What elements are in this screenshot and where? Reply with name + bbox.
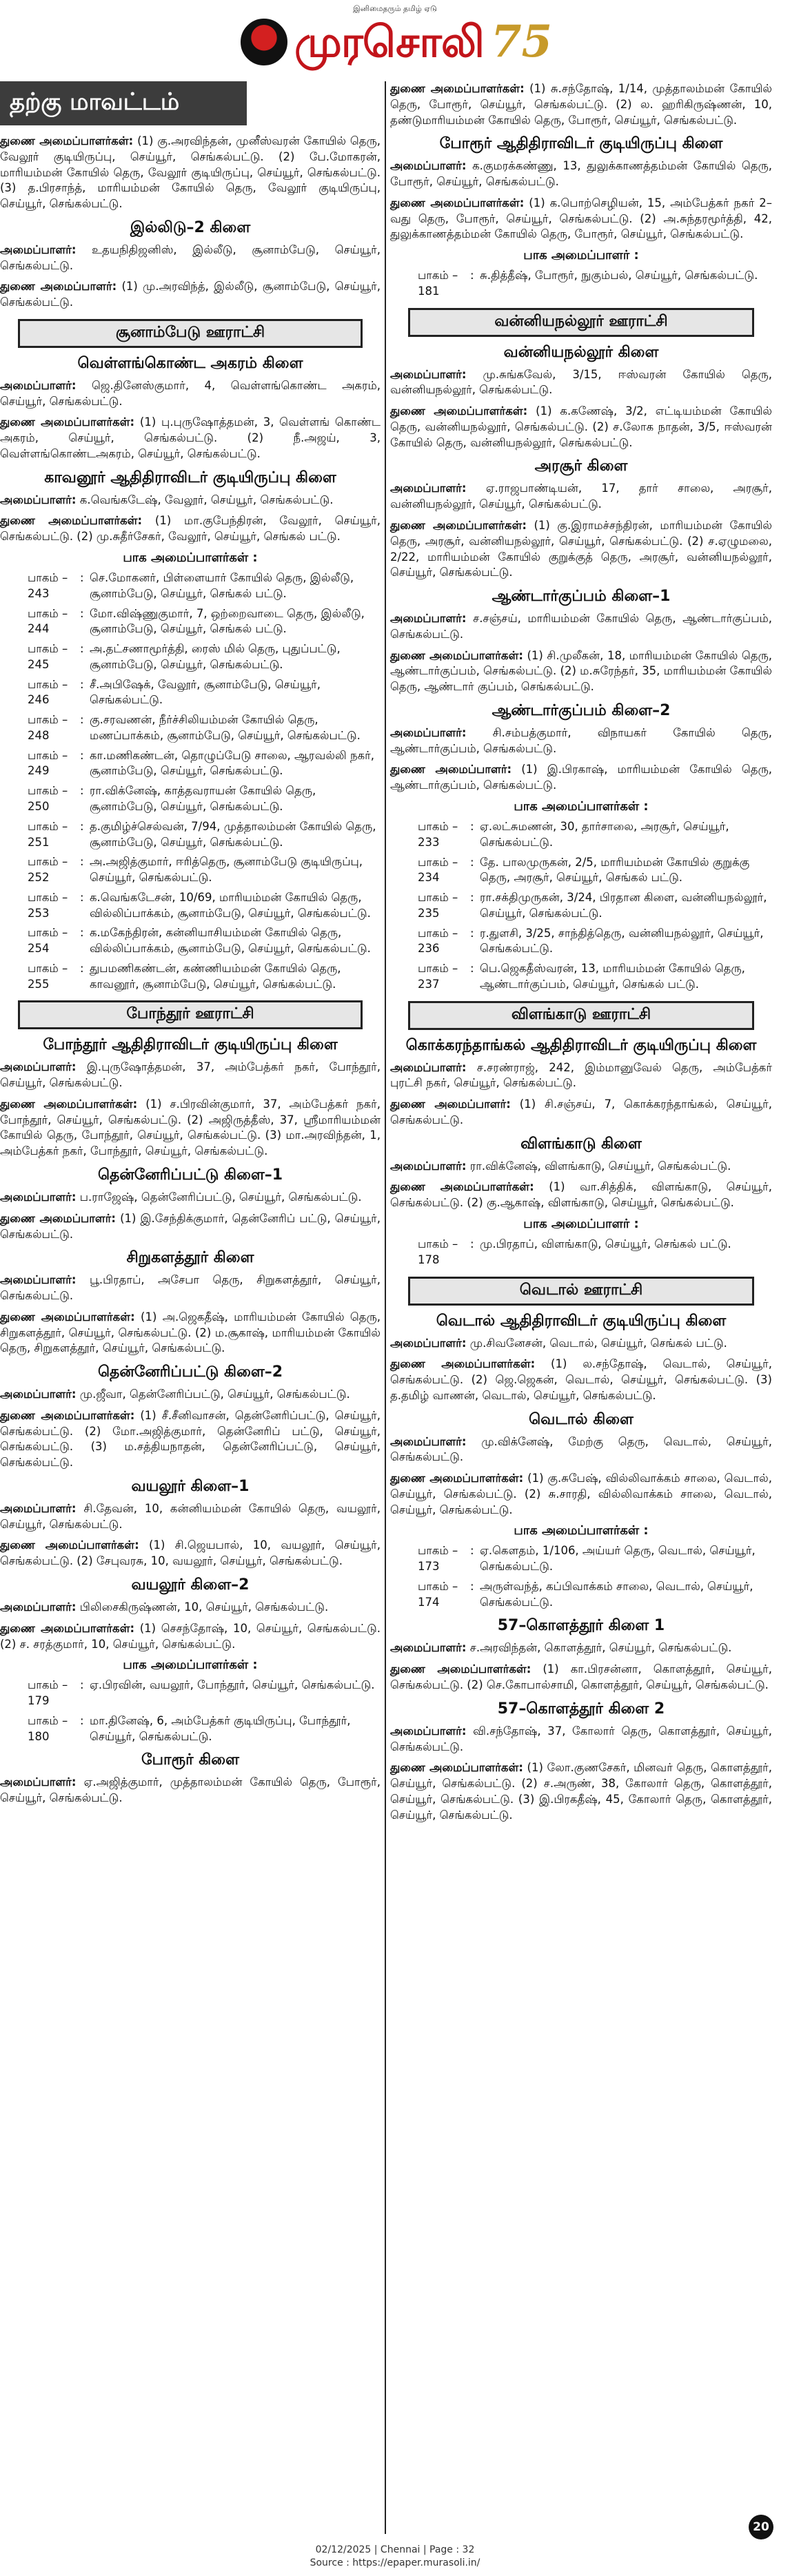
organiser-details: (1) கு.அரவிந்தன், முனீஸ்வரன் கோயில் தெரு, வேலூர் குடியிருப்பு, செய்யூர், செங்கல்பட்டு. (2) பே.மோகரன், மாரியம்மன் கோயில் தெரு, வேலூர் குடியிருப்பு, செய்யூர், செங்கல்பட்டு. (3) த.பிரசாந்த், மாரியம்மன் கோயில் தெரு, வேலூர் குடியிருப்பு, செய்யூர், செங்கல்பட்டு. (0, 134, 381, 211)
organiser-details: (1) சி.முலீகன், 18, மாரியம்மன் கோயில் தெரு, ஆண்டார்குப்பம், செங்கல்பட்டு. (2) ம.சுரேந்தர், 35, மாரியம்மன் கோயில் தெரு, ஆண்டார் குப்பம், செங்கல்பட்டு. (390, 648, 773, 694)
ward-organiser-details: க.வெங்கடேசன், 10/69, மாரியம்மன் கோயில் தெரு, வில்லிப்பாக்கம், சூனாம்பேடு, செய்யூர், செங்கல்பட்டு. (90, 890, 371, 920)
organiser-details: (1) கு.சுபேஷ், வில்லிவாக்கம் சாலை, வெடால், செய்யூர், செங்கல்பட்டு. (2) சு.சாரதி, வில்லிவாக்கம் சாலை, வெடால், செய்யூர், செங்கல்பட்டு. (390, 1472, 773, 1516)
organiser-details: (1) ல.சந்தோஷ், வெடால், செய்யூர், செங்கல்பட்டு. (2) ஜெ.ஜெகன், வெடால், செய்யூர், செங்கல்பட்டு. (3) த.தமிழ் வாணன், வெடால், செய்யூர், செங்கல்பட்டு. (390, 1357, 772, 1402)
ward-entry (0, 890, 381, 922)
organiser-details: (1) இ.சேந்திக்குமார், தென்னேரிப் பட்டு, செய்யூர், செங்கல்பட்டு. (0, 1211, 381, 1241)
ward-number: பாகம் – 181 (418, 269, 458, 298)
branch-heading: வயலூர் கிளை–2 (131, 1576, 250, 1594)
ward-number: பாகம் – 246 (28, 677, 68, 707)
panchayat-heading: வெடால் ஊராட்சி (408, 1277, 754, 1306)
masthead (0, 0, 790, 76)
ward-number: பாகம் – 253 (28, 890, 68, 920)
role-label: அமைப்பாளர்: (0, 1273, 77, 1287)
organiser-details: (1) மா.குபேந்திரன், வேலூர், செய்யூர், செங்கல்பட்டு. (2) மு.சுதீர்சேகர், வேலூர், செய்யூர், செங்கல் பட்டு. (0, 514, 381, 544)
ward-organiser-details: தே. பாலமுருகன், 2/5, மாரியம்மன் கோயில் குறுக்கு தெரு, அரசூர், செய்யூர், செங்கல் பட்டு. (480, 855, 750, 885)
role-label: துணை அமைப்பாளர்கள்: (390, 404, 528, 418)
role-label: துணை அமைப்பாளர்: (0, 280, 117, 293)
role-label: துணை அமைப்பாளர்கள்: (390, 1180, 534, 1194)
organiser-entry (0, 1600, 381, 1616)
role-label: அமைப்பாளர்: (390, 725, 467, 739)
role-label: துணை அமைப்பாளர்கள்: (0, 1538, 139, 1552)
ward-number: பாகம் – 244 (28, 606, 68, 636)
ward-entry (0, 606, 381, 638)
ward-organisers-heading: பாக அமைப்பாளர்கள் : (123, 550, 258, 566)
page-number-badge: 20 (749, 2515, 773, 2539)
role-label: அமைப்பாளர்: (390, 1336, 467, 1350)
branch-heading: வெள்ளங்கொண்ட அகரம் கிளை (77, 354, 303, 372)
branch-heading: போந்தூர் ஆதிதிராவிடர் குடியிருப்பு கிளை (43, 1036, 338, 1054)
ward-entry (0, 1713, 381, 1745)
ward-separator: : (470, 962, 474, 976)
ward-separator: : (80, 926, 84, 940)
ward-entry (390, 890, 772, 922)
branch-heading: 57–கொளத்தூர் கிளை 2 (497, 1700, 665, 1718)
role-label: துணை அமைப்பாளர்கள்: (390, 648, 523, 662)
ward-separator: : (470, 1579, 474, 1593)
ward-number: பாகம் – 254 (28, 926, 68, 956)
ward-number: பாகம் – 255 (28, 961, 68, 991)
role-label: துணை அமைப்பாளர்கள்: (0, 514, 143, 528)
organiser-entry (0, 1408, 381, 1471)
ward-number: பாகம் – 248 (28, 713, 68, 742)
branch-heading: வெடால் ஆதிதிராவிடர் குடியிருப்பு கிளை (436, 1312, 727, 1330)
ward-number: பாகம் – 249 (28, 748, 68, 778)
left-article-flow (0, 134, 381, 1806)
ward-separator: : (470, 819, 474, 833)
role-label: அமைப்பாளர்: (390, 367, 467, 381)
role-label: அமைப்பாளர்: (390, 1159, 467, 1173)
ward-separator: : (470, 269, 474, 282)
ward-organiser-details: அருள்வந்த், கப்பிவாக்கம் சாலை, வெடால், செய்யூர், செங்கல்பட்டு. (480, 1579, 753, 1609)
organiser-entry (390, 1159, 772, 1175)
ward-separator: : (80, 1713, 84, 1727)
column-divider (385, 81, 386, 2534)
district-banner: தற்கு மாவட்டம் (0, 81, 247, 125)
panchayat-heading: போந்தூர் ஊராட்சி (18, 1000, 363, 1029)
footer-source[interactable]: Source : https://epaper.murasoli.in/ (310, 2557, 480, 2568)
ward-number: பாகம் – 179 (28, 1678, 68, 1708)
organiser-details: (1) சீ.சீனிவாசன், தென்னேரிப்பட்டு, செய்யூர், செங்கல்பட்டு. (2) மோ.அஜித்குமார், தென்னேரிப் பட்டு, செய்யூர், செங்கல்பட்டு. (3) ம.சத்தியநாதன், தென்னேரிப்பட்டு, செய்யூர், செங்கல்பட்டு. (0, 1408, 381, 1470)
organiser-entry (390, 1724, 772, 1755)
role-label: அமைப்பாளர்: (0, 243, 77, 256)
ward-number: பாகம் – 234 (418, 855, 458, 885)
page-footer (0, 2544, 790, 2570)
ward-entry (0, 712, 381, 744)
ward-separator: : (80, 677, 84, 691)
branch-heading: வெடால் கிளை (529, 1410, 634, 1428)
ward-separator: : (470, 926, 474, 940)
ward-entry (0, 748, 381, 780)
panchayat-heading: விளங்காடு ஊராட்சி (408, 1001, 754, 1030)
ward-entry (390, 1579, 772, 1611)
right-article-flow (390, 81, 772, 1823)
masthead-tagline: இனிமைதரும் தமிழ் ஏடு (353, 4, 437, 13)
ward-organiser-details: மு.பிரதாப், விளங்காடு, செய்யூர், செங்கல் பட்டு. (480, 1237, 731, 1250)
ward-number: பாகம் – 236 (418, 926, 458, 956)
ward-number: பாகம் – 252 (28, 855, 68, 885)
ward-separator: : (80, 890, 84, 904)
organiser-entry (390, 1357, 772, 1403)
ward-organiser-details: பெ.ஜெகதீஸ்வரன், 13, மாரியம்மன் கோயில் தெரு, ஆண்டார்குப்பம், செய்யூர், செங்கல் பட்டு. (480, 962, 745, 991)
ward-organiser-details: ரா.சக்திமுருகன், 3/24, பிரதான கிளை, வன்னியநல்லூர், செய்யூர், செங்கல்பட்டு. (480, 891, 767, 920)
ward-separator: : (80, 748, 84, 762)
organiser-entry (0, 1190, 381, 1206)
ward-entry (0, 641, 381, 673)
organiser-entry (0, 378, 381, 410)
organiser-details: (1) ச.பிரவின்குமார், 37, அம்பேத்கர் நகர், போந்தூர், செய்யூர், செங்கல்பட்டு. (2) அஜிருத்தீஸ், 37, ஸ்ரீமாரியம்மன் கோயில் தெரு, போந்தூர், செய்யூர், செங்கல்பட்டு. (3) மா.அரவிந்தன், 1, அம்பேத்கர் நகர், போந்தூர், செய்யூர், செங்கல்பட்டு. (0, 1097, 381, 1158)
organiser-details: (1) க.பொற்செழியன், 15, அம்பேத்கர் நகர் 2–வது தெரு, போரூர், செய்யூர், செங்கல்பட்டு. (2) அ.சுந்தரமூர்த்தி, 42, துலுக்காணத்தம்மன் கோயில் தெரு, போரூர், செய்யூர், செங்கல்பட்டு. (390, 196, 772, 241)
branch-heading: ஆண்டார்குப்பம் கிளை–2 (492, 701, 671, 719)
organiser-entry (390, 1336, 772, 1352)
organiser-entry (390, 1471, 772, 1518)
branch-heading: அரசூர் கிளை (534, 457, 628, 475)
panchayat-heading: வன்னியநல்லூர் ஊராட்சி (408, 308, 754, 337)
ward-separator: : (80, 642, 84, 656)
ward-entry (390, 1543, 772, 1575)
organiser-entry (0, 1097, 381, 1160)
ward-separator: : (80, 1678, 84, 1692)
ward-entry (390, 268, 772, 300)
role-label: துணை அமைப்பாளர்கள்: (390, 196, 525, 209)
ward-separator: : (80, 571, 84, 585)
organiser-entry (0, 243, 381, 274)
ward-organiser-details: சீ.அபிஷேக், வேலூர், சூனாம்பேடு, செய்யூர், செங்கல்பட்டு. (90, 677, 321, 707)
organiser-entry (390, 1760, 772, 1823)
right-column (390, 81, 772, 1828)
role-label: அமைப்பாளர்: (0, 378, 77, 392)
organiser-details: (1) அ.ஜெகதீஷ், மாரியம்மன் கோயில் தெரு, சிறுகளத்தூர், செய்யூர், செங்கல்பட்டு. (2) ம.சூகாஷ், மாரியம்மன் கோயில் தெரு, சிறுகளத்தூர், செய்யூர், செங்கல்பட்டு. (0, 1310, 381, 1355)
organiser-entry (0, 1060, 381, 1091)
role-label: துணை அமைப்பாளர்கள்: (0, 1310, 135, 1323)
organiser-details: (1) சி.ஜெயபால், 10, வயலூர், செய்யூர், செங்கல்பட்டு. (2) சேபுவரசு, 10, வயலூர், செய்யூர், செங்கல்பட்டு. (0, 1538, 381, 1568)
organiser-details: ஏ.ராஜபாண்டியன், 17, தார் சாலை, அரசூர், வன்னியநல்லூர், செய்யூர், செங்கல்பட்டு. (390, 482, 772, 511)
ward-entry (390, 926, 772, 958)
ward-organiser-details: துபமணிகண்டன், கண்ணியம்மன் கோயில் தெரு, காவனூர், சூனாம்பேடு, செய்யூர், செங்கல்பட்டு. (90, 961, 341, 991)
ward-entry (0, 925, 381, 957)
organiser-entry (390, 648, 772, 695)
branch-heading: விளங்காடு கிளை (520, 1135, 642, 1153)
role-label: அமைப்பாளர்: (390, 612, 467, 626)
organiser-details: ஜெ.தினேஸ்குமார், 4, வெள்ளங்கொண்ட அகரம், செய்யூர், செங்கல்பட்டு. (0, 378, 381, 408)
ward-organiser-details: த.குமிழ்ச்செல்வன், 7/94, முத்தாலம்மன் கோயில் தெரு, சூனாம்பேடு, செய்யூர், செங்கல்பட்டு. (90, 819, 376, 849)
ward-number: பாகம் – 180 (28, 1713, 68, 1743)
organiser-details: க.வெங்கடேஷ், வேலூர், செய்யூர், செங்கல்பட்டு. (79, 493, 334, 506)
ward-entry (390, 855, 772, 887)
ward-organiser-details: க.மகேந்திரன், கன்னியாசியம்மன் கோயில் தெரு, வில்லிப்பாக்கம், சூனாம்பேடு, செய்யூர், செங்கல்பட்டு. (90, 926, 371, 956)
branch-heading: காவனூர் ஆதிதிராவிடர் குடியிருப்பு கிளை (44, 468, 336, 486)
ward-number: பாகம் – 174 (418, 1579, 458, 1609)
organiser-entry (390, 725, 772, 757)
ward-number: பாகம் – 235 (418, 891, 458, 920)
organiser-entry (390, 1434, 772, 1466)
ward-organisers-heading: பாக அமைப்பாளர்கள் : (123, 1658, 258, 1673)
role-label: அமைப்பாளர்: (390, 1641, 467, 1655)
ward-organiser-details: ஏ.லட்சுமணன், 30, தார்சாலை, அரசூர், செய்யூர், செங்கல்பட்டு. (480, 819, 729, 849)
ward-entry (390, 1237, 772, 1268)
masthead-logo[interactable] (234, 14, 558, 70)
role-label: துணை அமைப்பாளர்கள்: (0, 1408, 135, 1422)
role-label: அமைப்பாளர்: (0, 1060, 77, 1074)
organiser-details: ரா.விக்னேஷ், விளங்காடு, செய்யூர், செங்கல்பட்டு. (469, 1159, 731, 1173)
organiser-details: இ.புருஷோத்தமன், 37, அம்பேத்கர் நகர், போந்தூர், செய்யூர், செங்கல்பட்டு. (0, 1060, 381, 1090)
role-label: துணை அமைப்பாளர்கள்: (0, 415, 135, 429)
role-label: துணை அமைப்பாளர்கள்: (0, 1621, 135, 1635)
organiser-details: மு.சுங்கவேல், 3/15, ஈஸ்வரன் கோயில் தெரு, வன்னியநல்லூர், செங்கல்பட்டு. (390, 367, 772, 397)
organiser-entry (390, 1060, 772, 1092)
organiser-details: (1) லோ.குணசேகர், மினவர் தெரு, கொளத்தூர், செய்யூர், செங்கல்பட்டு. (2) ச.அருண், 38, கோலார் தெரு, கொளத்தூர், செய்யூர், செங்கல்பட்டு. (3) இ.பிரகதீஷ், 45, கோலார் தெரு, கொளத்தூர், செய்யூர், செங்கல்பட்டு. (390, 1761, 772, 1822)
ward-organiser-details: சு.தித்தீஷ், போரூர், நுகும்பல், செய்யூர், செங்கல்பட்டு. (480, 269, 758, 282)
branch-heading: 57–கொளத்தூர் கிளை 1 (497, 1617, 665, 1635)
organiser-details: சி.தேவன், 10, கன்னியம்மன் கோயில் தெரு, வயலூர், செய்யூர், செங்கல்பட்டு. (0, 1501, 381, 1531)
organiser-details: (1) கு.இராமச்சந்திரன், மாரியம்மன் கோயில் தெரு, அரசூர், வன்னியநல்லூர், செய்யூர், செங்கல்பட்டு. (2) ச.ஏழுமலை, 2/22, மாரியம்மன் கோயில் குறுக்குத் தெரு, அரசூர், வன்னியநல்லூர், செய்யூர், செங்கல்பட்டு. (390, 519, 772, 579)
organiser-entry (390, 611, 772, 643)
organiser-entry (0, 1501, 381, 1533)
ward-separator: : (80, 855, 84, 869)
branch-heading: வன்னியநல்லூர் கிளை (503, 343, 659, 361)
ward-organiser-details: மா.தினேஷ், 6, அம்பேத்கர் குடியிருப்பு, போந்தூர், செய்யூர், செங்கல்பட்டு. (90, 1713, 351, 1743)
role-label: அமைப்பாளர்: (0, 1600, 77, 1614)
organiser-details: ஏ.அஜித்குமார், முத்தாலம்மன் கோயில் தெரு, போரூர், செய்யூர், செங்கல்பட்டு. (0, 1775, 381, 1805)
organiser-details: மு.சிவனேசன், வெடால், செய்யூர், செங்கல் பட்டு. (469, 1336, 727, 1350)
ward-entry (0, 570, 381, 602)
organiser-details: (1) க.கணேஷ், 3/2, எட்டியம்மன் கோயில் தெரு, வன்னியநல்லூர், செங்கல்பட்டு. (2) ச.லோக நாதன், 3/5, ஈஸ்வரன் கோயில் தெரு, வன்னியநல்லூர், செங்கல்பட்டு. (390, 404, 772, 449)
organiser-details: (1) இ.பிரகாஷ், மாரியம்மன் கோயில் தெரு, ஆண்டார்குப்பம், செங்கல்பட்டு. (390, 763, 772, 792)
role-label: துணை அமைப்பாளர்கள்: (390, 519, 527, 533)
emblem-icon (241, 19, 287, 65)
ward-separator: : (80, 713, 84, 727)
ward-organiser-details: ர.துளசி, 3/25, சாந்தித்தெரு, வன்னியநல்லூர், செய்யூர், செங்கல்பட்டு. (480, 926, 764, 956)
organiser-entry (390, 1640, 772, 1656)
ward-organiser-details: அ.அஜித்குமார், ஈரித்தெரு, சூனாம்பேடு குடியிருப்பு, செய்யூர், செங்கல்பட்டு. (90, 855, 363, 885)
organiser-entry (390, 1097, 772, 1129)
left-column (0, 81, 381, 1812)
organiser-entry (390, 1179, 772, 1211)
organiser-entry (390, 367, 772, 399)
organiser-details: ச.சஞ்சய், மாரியம்மன் கோயில் தெரு, ஆண்டார்குப்பம், செங்கல்பட்டு. (390, 612, 772, 641)
organiser-details: சி.சம்பத்குமார், விநாயகர் கோயில் தெரு, ஆண்டார்குப்பம், செங்கல்பட்டு. (390, 725, 772, 755)
ward-number: பாகம் – 233 (418, 819, 458, 849)
ward-organiser-details: செ.மோகனர், பிள்ளையார் கோயில் தெரு, இல்லீடு, சூனாம்பேடு, செய்யூர், செங்கல் பட்டு. (90, 571, 354, 600)
ward-organisers-heading: பாக அமைப்பாளர் : (523, 1216, 639, 1231)
role-label: துணை அமைப்பாளர்கள்: (390, 1472, 524, 1485)
organiser-details: (1) வா.சித்திக், விளங்காடு, செய்யூர், செங்கல்பட்டு. (2) கு.ஆகாஷ், விளங்காடு, செய்யூர், செங்கல்பட்டு. (390, 1180, 772, 1210)
ward-organiser-details: ஏ.பிரவின், வயலூர், போந்தூர், செய்யூர், செங்கல்பட்டு. (90, 1678, 375, 1692)
ward-organisers-heading: பாக அமைப்பாளர் : (523, 248, 639, 263)
organiser-entry (390, 196, 772, 243)
role-label: துணை அமைப்பாளர்கள்: (0, 134, 134, 147)
organiser-entry (390, 762, 772, 794)
ward-number: பாகம் – 243 (28, 571, 68, 600)
branch-heading: இல்லிடு–2 கிளை (130, 218, 251, 236)
ward-organiser-details: ரா.விக்னேஷ், காத்தவராயன் கோயில் தெரு, சூனாம்பேடு, செய்யூர், செங்கல்பட்டு. (90, 784, 316, 813)
role-label: துணை அமைப்பாளர்: (390, 1098, 511, 1111)
role-label: அமைப்பாளர்: (390, 159, 467, 173)
role-label: அமைப்பாளர்: (390, 1060, 467, 1074)
role-label: துணை அமைப்பாளர்கள்: (390, 1357, 536, 1371)
organiser-entry (0, 1211, 381, 1243)
organiser-entry (390, 404, 772, 451)
ward-entry (0, 783, 381, 815)
ward-entry (0, 819, 381, 851)
organiser-entry (0, 279, 381, 311)
role-label: துணை அமைப்பாளர்கள்: (390, 82, 525, 95)
organiser-entry (0, 1621, 381, 1653)
ward-separator: : (80, 961, 84, 975)
organiser-entry (0, 1775, 381, 1806)
organiser-entry (390, 1662, 772, 1693)
panchayat-heading: சூனாம்பேடு ஊராட்சி (18, 319, 363, 348)
organiser-details: (1) சு.சந்தோஷ், 1/14, முத்தாலம்மன் கோயில் தெரு, போரூர், செய்யூர், செங்கல்பட்டு. (2) ல. ஹரிகிருஷ்ணன், 10, தண்டுமாரியம்மன் கோயில் தெரு, போரூர், செய்யூர், செங்கல்பட்டு. (390, 82, 772, 127)
branch-heading: தென்னேரிப்பட்டு கிளை–1 (97, 1166, 283, 1184)
ward-number: பாகம் – 250 (28, 784, 68, 813)
organiser-details: உதயநிதிஜனிஸ், இல்லீடு, சூனாம்பேடு, செய்யூர், செங்கல்பட்டு. (0, 243, 381, 272)
ward-entry (0, 961, 381, 993)
organiser-entry (0, 1310, 381, 1357)
ward-number: பாகம் – 251 (28, 819, 68, 849)
role-label: அமைப்பாளர்: (0, 1501, 77, 1515)
role-label: துணை அமைப்பாளர்கள்: (390, 1761, 523, 1775)
ward-separator: : (80, 819, 84, 833)
ward-separator: : (80, 606, 84, 620)
ward-organiser-details: மோ.விஷ்ணுகுமார், 7, ஒற்றைவாடை தெரு, இல்லீடு, சூனாம்பேடு, செய்யூர், செங்கல் பட்டு. (90, 606, 365, 636)
ward-entry (0, 1678, 381, 1709)
ward-entry (0, 854, 381, 886)
branch-heading: கொக்கரந்தாங்கல் ஆதிதிராவிடர் குடியிருப்பு கிளை (405, 1036, 757, 1054)
organiser-entry (0, 493, 381, 508)
ward-number: பாகம் – 178 (418, 1237, 458, 1266)
organiser-details: ச.அரவிந்தன், கொளத்தூர், செய்யூர், செங்கல்பட்டு. (469, 1641, 732, 1655)
role-label: துணை அமைப்பாளர்: (390, 763, 512, 776)
ward-number: பாகம் – 245 (28, 642, 68, 671)
role-label: துணை அமைப்பாளர்கள்: (390, 1662, 531, 1676)
ward-entry (390, 819, 772, 851)
role-label: அமைப்பாளர்: (390, 1434, 467, 1448)
ward-organisers-heading: பாக அமைப்பாளர்கள் : (514, 1523, 649, 1538)
ward-organiser-details: ஏ.கௌதம், 1/106, அய்யர் தெரு, வெடால், செய்யூர், செங்கல்பட்டு. (480, 1544, 756, 1574)
ward-entry (0, 677, 381, 709)
newspaper-title: முரசொலி (294, 17, 484, 67)
ward-entry (390, 961, 772, 993)
role-label: அமைப்பாளர்: (0, 1775, 77, 1789)
branch-heading: போரூர் ஆதிதிராவிடர் குடியிருப்பு கிளை (439, 135, 723, 153)
ward-number: பாகம் – 173 (418, 1544, 458, 1574)
organiser-entry (390, 518, 772, 581)
ward-separator: : (470, 1237, 474, 1250)
role-label: அமைப்பாளர்: (0, 493, 77, 506)
organiser-entry (0, 1538, 381, 1569)
organiser-details: (1) சி.சஞ்சய், 7, கொக்கரந்தாங்கல், செய்யூர், செங்கல்பட்டு. (390, 1098, 772, 1126)
role-label: அமைப்பாளர்: (390, 1724, 467, 1738)
organiser-entry (0, 513, 381, 545)
organiser-details: (1) செசந்தோஷ், 10, செய்யூர், செங்கல்பட்டு. (2) ச. சரத்குமார், 10, செய்யூர், செங்கல்பட்டு. (0, 1621, 381, 1651)
organiser-entry (0, 1272, 381, 1304)
organiser-entry (0, 415, 381, 462)
organiser-entry (0, 1387, 381, 1403)
role-label: அமைப்பாளர்: (0, 1190, 77, 1204)
organiser-entry (390, 158, 772, 190)
organiser-details: ப.ராஜேஷ், தென்னேரிப்பட்டு, செய்யூர், செங்கல்பட்டு. (79, 1190, 362, 1204)
ward-separator: : (470, 1544, 474, 1558)
organiser-details: மு.ஜீவா, தென்னேரிப்பட்டு, செய்யூர், செங்கல்பட்டு. (79, 1388, 350, 1401)
organiser-details: (1) பு.புருஷோத்தமன், 3, வெள்ளங் கொண்ட அகரம், செய்யூர், செங்கல்பட்டு. (2) நீ.அஜய், 3, வெள்ளங்கொண்டஅகரம், செய்யூர், செங்கல்பட்டு. (0, 415, 381, 460)
ward-separator: : (470, 891, 474, 905)
footer-date-page: 02/12/2025 | Chennai | Page : 32 (315, 2544, 475, 2555)
organiser-entry (390, 81, 772, 128)
ward-organiser-details: கு.சரவணன், நீர்ச்சிலியம்மன் கோயில் தெரு, மணப்பாக்கம், சூனாம்பேடு, செய்யூர், செங்கல்பட்டு. (90, 713, 361, 742)
role-label: அமைப்பாளர்: (390, 482, 467, 495)
branch-heading: ஆண்டார்குப்பம் கிளை–1 (492, 588, 671, 606)
ward-separator: : (80, 784, 84, 798)
ward-organiser-details: அ.தட்சணாமூர்த்தி, ரைஸ் மில் தெரு, புதுப்பட்டு, சூனாம்பேடு, செய்யூர், செங்கல்பட்டு. (90, 642, 341, 671)
organiser-details: மு.விக்னேஷ், மேற்கு தெரு, வெடால், செய்யூர், செங்கல்பட்டு. (390, 1434, 772, 1464)
branch-heading: சிறுகளத்தூர் கிளை (126, 1249, 254, 1267)
organiser-details: (1) மு.அரவிந்த், இல்லீடு, சூனாம்பேடு, செய்யூர், செங்கல்பட்டு. (0, 280, 381, 309)
role-label: துணை அமைப்பாளர்: (0, 1211, 116, 1225)
organiser-entry (390, 481, 772, 513)
organiser-entry (0, 134, 381, 212)
organiser-details: பிலிசைகிருஷ்ணன், 10, செய்யூர், செங்கல்பட்டு. (79, 1600, 329, 1614)
branch-heading: வயலூர் கிளை–1 (131, 1477, 250, 1495)
organiser-details: வி.சந்தோஷ், 37, கோலார் தெரு, கொளத்தூர், செய்யூர், செங்கல்பட்டு. (390, 1724, 773, 1753)
organiser-details: பூ.பிரதாப், அசேபா தெரு, சிறுகளத்தூர், செய்யூர், செங்கல்பட்டு. (0, 1273, 381, 1303)
organiser-details: ச.சரண்ராஜ், 242, இம்மானுவேல் தெரு, அம்பேத்கர் புரட்சி நகர், செய்யூர், செங்கல்பட்டு. (390, 1060, 772, 1090)
role-label: அமைப்பாளர்: (0, 1388, 77, 1401)
organiser-details: (1) கா.பிரசன்னா, கொளத்தூர், செய்யூர், செங்கல்பட்டு. (2) செ.கோபால்சாமி, கொளத்தூர், செய்யூர், செங்கல்பட்டு. (390, 1662, 772, 1691)
role-label: துணை அமைப்பாளர்கள்: (0, 1097, 138, 1111)
ward-organisers-heading: பாக அமைப்பாளர்கள் : (514, 798, 649, 814)
ward-number: பாகம் – 237 (418, 962, 458, 991)
organiser-details: க.குமரக்கண்ணு, 13, துலுக்காணத்தம்மன் கோயில் தெரு, போரூர், செய்யூர், செங்கல்பட்டு. (390, 159, 773, 189)
branch-heading: தென்னேரிப்பட்டு கிளை–2 (97, 1363, 283, 1381)
ward-separator: : (470, 855, 474, 869)
branch-heading: போரூர் கிளை (141, 1751, 239, 1769)
ward-organiser-details: கா.மணிகண்டன், தொழுப்பேடு சாலை, ஆரவல்லி நகர், சூனாம்பேடு, செய்யூர், செங்கல்பட்டு. (90, 748, 374, 778)
anniversary-mark: 75 (490, 16, 553, 68)
